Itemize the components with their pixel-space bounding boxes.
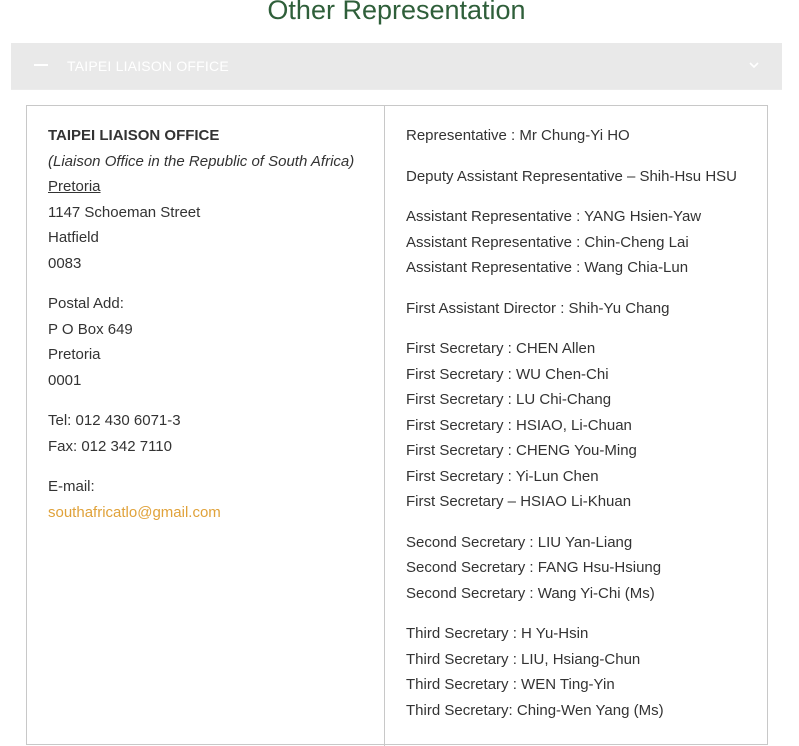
staff-entry: Assistant Representative : YANG Hsien-Yaw [406, 208, 702, 225]
staff-entry: Assistant Representative : Wang Chia-Lun [406, 259, 689, 276]
accordion-title[interactable]: TAIPEI LIAISON OFFICE [67, 58, 229, 74]
chevron-down-icon[interactable] [748, 59, 760, 71]
office-name: TAIPEI LIAISON OFFICE [48, 127, 220, 144]
postal-label: Postal Add: [48, 295, 124, 312]
accordion-panel [11, 43, 782, 722]
staff-entry: First Secretary : CHEN Allen [406, 340, 596, 357]
staff-entry: First Secretary : HSIAO, Li-Chuan [406, 416, 632, 434]
office-subtitle: (Liaison Office in the Republic of South Africa) [48, 152, 355, 170]
staff-entry: Deputy Assistant Representative – Shih-Hsu HSU [406, 167, 737, 185]
collapse-minus-icon[interactable] [34, 64, 48, 66]
page-title: Other Representation [267, 0, 526, 25]
staff-entry: Third Secretary : H Yu-Hsin [406, 625, 589, 642]
staff-entry: Third Secretary : LIU, Hsiang-Chun [406, 650, 641, 668]
staff-entry: Second Secretary : FANG Hsu-Hsiung [406, 559, 662, 576]
email-link[interactable]: southafricatlo@gmail.com [48, 503, 221, 521]
staff-entry: First Secretary : CHENG You-Ming [406, 442, 637, 459]
contact-details [48, 123, 378, 525]
staff-entry: Assistant Representative : Chin-Cheng Lai [406, 233, 689, 251]
staff-entry: Second Secretary : Wang Yi-Chi (Ms) [406, 584, 655, 602]
postal-city: Pretoria [48, 346, 101, 363]
staff-entry: First Secretary : Yi-Lun Chen [406, 467, 599, 485]
staff-entry: Third Secretary : WEN Ting-Yin [406, 676, 615, 693]
postal-code: 0083 [48, 254, 82, 272]
staff-entry: Representative : Mr Chung-Yi HO [406, 127, 630, 144]
telephone: Tel: 012 430 6071-3 [48, 412, 181, 429]
column-divider [384, 106, 385, 746]
email-label: E-mail: [48, 478, 95, 495]
staff-list [406, 123, 756, 723]
staff-entry: Third Secretary: Ching-Wen Yang (Ms) [406, 701, 664, 719]
contact-table [26, 105, 768, 745]
staff-entry: First Secretary : LU Chi-Chang [406, 391, 612, 408]
suburb: Hatfield [48, 229, 99, 246]
fax: Fax: 012 342 7110 [48, 437, 172, 455]
staff-entry: First Secretary – HSIAO Li-Khuan [406, 493, 632, 510]
staff-entry: Second Secretary : LIU Yan-Liang [406, 533, 633, 551]
city-link[interactable]: Pretoria [48, 178, 101, 195]
postal-box-code: 0001 [48, 371, 82, 389]
accordion-header[interactable] [11, 43, 782, 89]
po-box: P O Box 649 [48, 320, 133, 338]
staff-entry: First Assistant Director : Shih-Yu Chang [406, 299, 670, 317]
staff-entry: First Secretary : WU Chen-Chi [406, 365, 609, 383]
accordion-body [11, 90, 782, 722]
street-address: 1147 Schoeman Street [48, 203, 201, 221]
